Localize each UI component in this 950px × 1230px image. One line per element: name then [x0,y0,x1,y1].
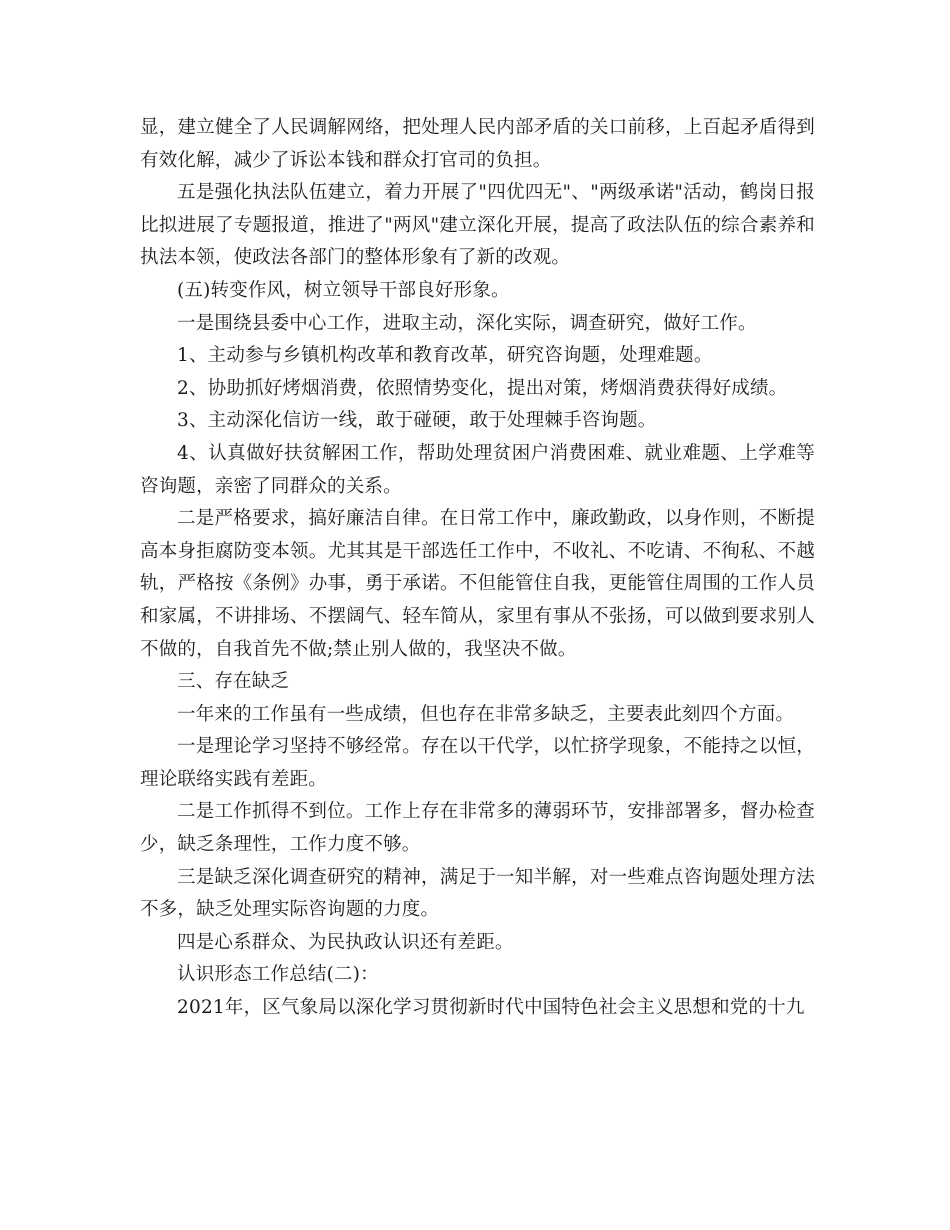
paragraph-2: 五是强化执法队伍建立，着力开展了"四优四无"、"两级承诺"活动，鹤岗日报比拟进展了专题报道，推进了"两风"建立深化开展，提高了政法队伍的综合素养和执法本领，使政法各部门的整体形象有了新的改观。 [140,182,815,269]
list-item-1: 1、主动参与乡镇机构改革和教育改革，研究咨询题，处理难题。 [177,345,713,367]
paragraph-1: 显，建立健全了人民调解网络，把处理人民内部矛盾的关口前移，上百起矛盾得到有效化解，减少了诉讼本钱和群众打官司的负担。 [140,117,815,171]
paragraph-17: 2021年，区气象局以深化学习贯彻新时代中国特色社会主义思想和党的十九 [177,997,805,1019]
list-item-2: 2、协助抓好烤烟消费，依照情势变化，提出对策，烤烟消费获得好成绩。 [177,377,788,399]
paragraph-4: 一是围绕县委中心工作，进取主动，深化实际，调查研究，做好工作。 [177,312,757,334]
section-heading-3: 三、存在缺乏 [177,671,290,693]
paragraph-9: 二是严格要求，搞好廉洁自律。在日常工作中，廉政勤政，以身作则，不断提高本身拒腐防变本领。尤其其是干部选任工作中，不收礼、不吃请、不徇私、不越轨，严格按《条例》办事，勇于承诺。不但能管住自我，更能管住周围的工作人员和家属，不讲排场、不摆阔气、轻车简从，家里有事从不张扬，可以做到要求别人不做的，自我首先不做;禁止别人做的，我坚决不做。 [140,508,815,660]
section-title-2: 认识形态工作总结(二)： [177,964,379,986]
list-item-3: 3、主动深化信访一线，敢于碰硬，敢于处理棘手咨询题。 [177,410,657,432]
paragraph-14: 三是缺乏深化调查研究的精神，满足于一知半解，对一些难点咨询题处理方法不多，缺乏处理实际咨询题的力度。 [140,866,815,921]
paragraph-11: 一年来的工作虽有一些成绩，但也存在非常多缺乏，主要表此刻四个方面。 [177,703,795,725]
paragraph-15: 四是心系群众、为民执政认识还有差距。 [177,931,514,953]
paragraph-12: 一是理论学习坚持不够经常。存在以干代学，以忙挤学现象，不能持之以恒，理论联络实践有差距。 [140,736,815,790]
paragraph-13: 二是工作抓得不到位。工作上存在非常多的薄弱环节，安排部署多，督办检查少，缺乏条理性，工作力度不够。 [140,801,815,856]
section-heading-5: (五)转变作风，树立领导干部良好形象。 [177,279,510,301]
document-body [140,112,815,1025]
list-item-4: 4、认真做好扶贫解困工作，帮助处理贫困户消费困难、就业难题、上学难等咨询题，亲密了同群众的关系。 [140,442,815,497]
